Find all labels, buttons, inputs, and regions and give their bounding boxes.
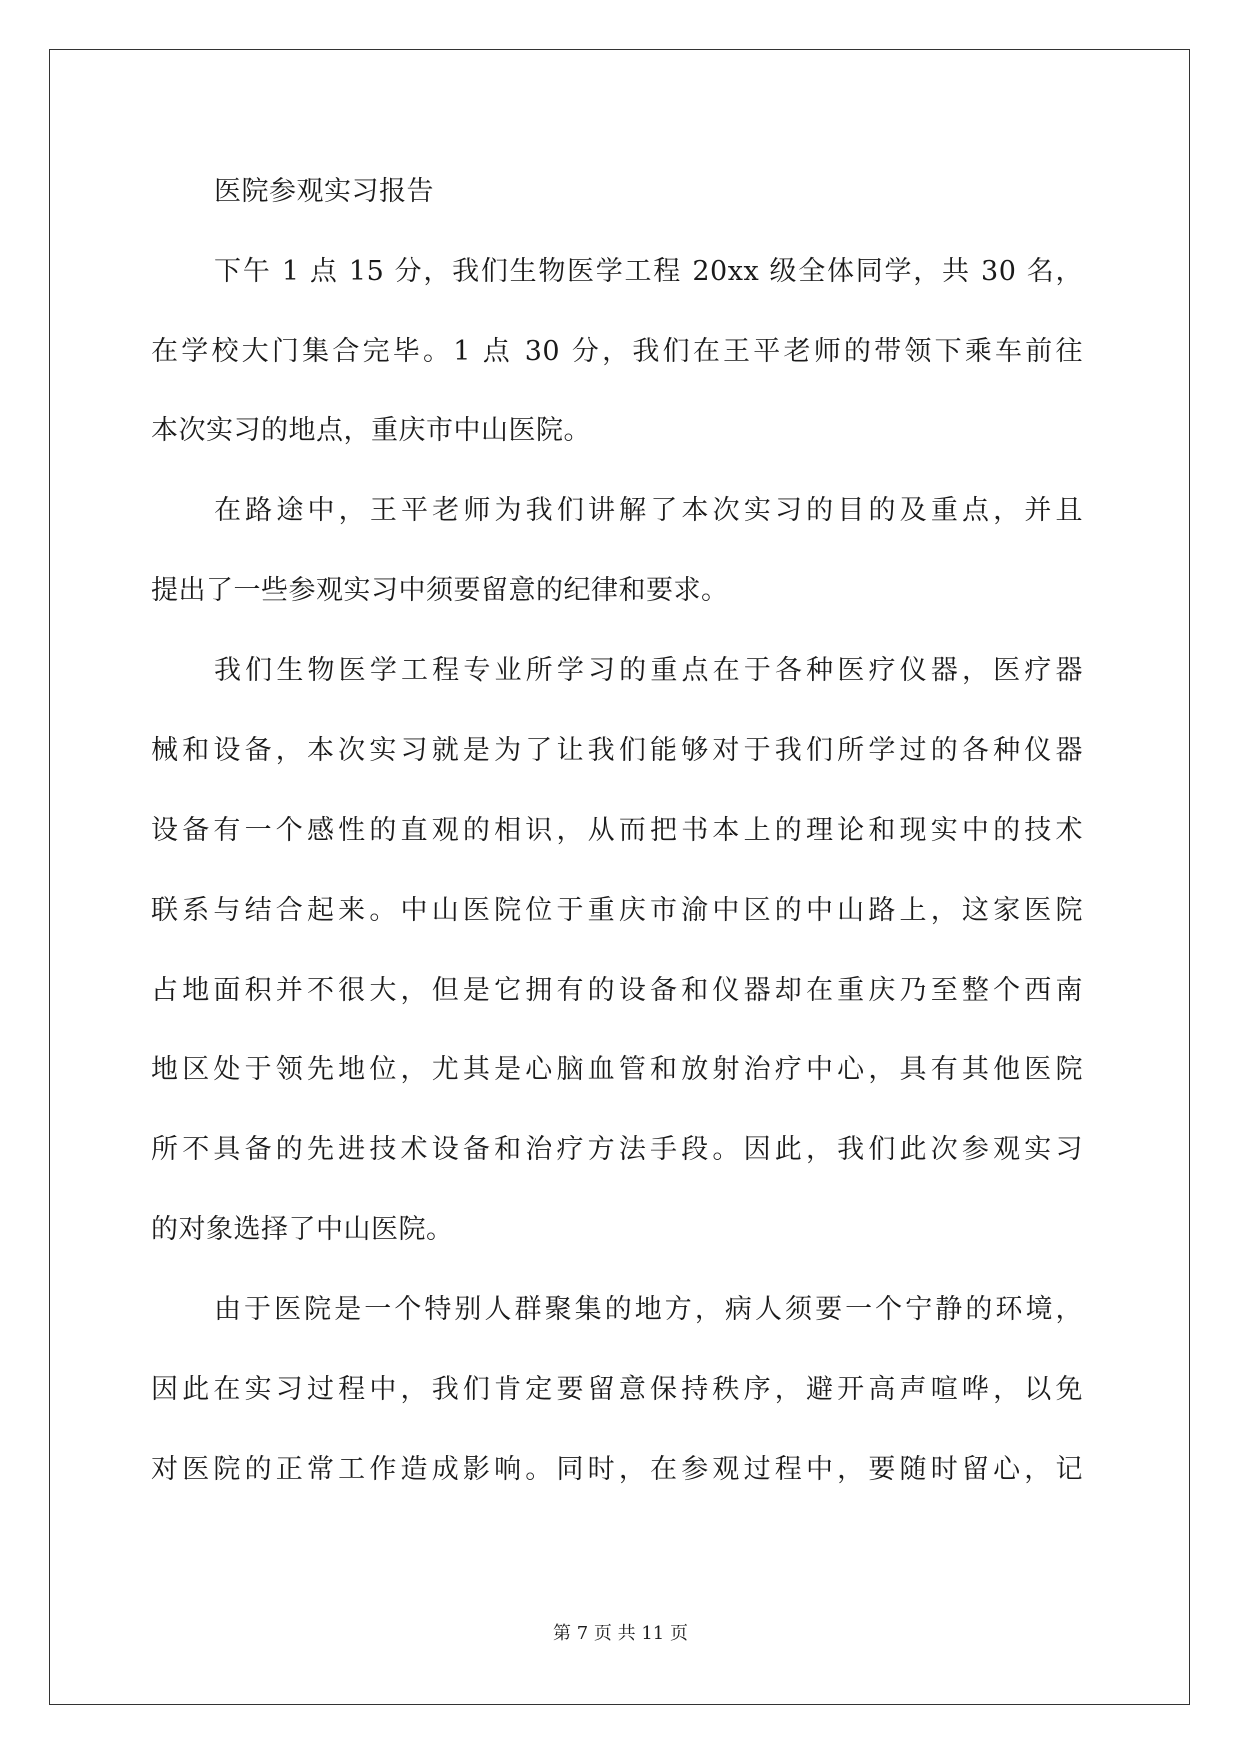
paragraph-2-line-2: 提出了一些参观实习中须要留意的纪律和要求。: [151, 575, 729, 606]
paragraph-3-line-1: 我们生物医学工程专业所学习的重点在于各种医疗仪器，医疗器: [214, 655, 1083, 686]
paragraph-3-line-3: 设备有一个感性的直观的相识，从而把书本上的理论和现实中的技术: [151, 815, 1083, 846]
paragraph-2-line-1: 在路途中，王平老师为我们讲解了本次实习的目的及重点，并且: [214, 495, 1083, 526]
paragraph-3-line-2: 械和设备，本次实习就是为了让我们能够对于我们所学过的各种仪器: [151, 735, 1083, 766]
paragraph-1-line-3: 本次实习的地点，重庆市中山医院。: [151, 415, 591, 446]
document-title: 医院参观实习报告: [214, 176, 434, 207]
page-number-footer: 第 7 页 共 11 页: [553, 1623, 688, 1644]
paragraph-4-line-1: 由于医院是一个特别人群聚集的地方，病人须要一个宁静的环境，: [214, 1294, 1083, 1325]
paragraph-4-line-2: 因此在实习过程中，我们肯定要留意保持秩序，避开高声喧哗，以免: [151, 1374, 1083, 1405]
paragraph-3-line-5: 占地面积并不很大，但是它拥有的设备和仪器却在重庆乃至整个西南: [151, 975, 1083, 1006]
paragraph-1-line-2: 在学校大门集合完毕。1 点 30 分，我们在王平老师的带领下乘车前往: [151, 336, 1083, 367]
paragraph-1-line-1: 下午 1 点 15 分，我们生物医学工程 20xx 级全体同学，共 30 名，: [214, 256, 1083, 287]
paragraph-4-line-3: 对医院的正常工作造成影响。同时，在参观过程中，要随时留心，记: [151, 1454, 1083, 1485]
paragraph-3-line-6: 地区处于领先地位，尤其是心脑血管和放射治疗中心，具有其他医院: [151, 1054, 1083, 1085]
paragraph-3-line-7: 所不具备的先进技术设备和治疗方法手段。因此，我们此次参观实习: [151, 1134, 1083, 1165]
paragraph-3-line-8: 的对象选择了中山医院。: [151, 1214, 454, 1245]
paragraph-3-line-4: 联系与结合起来。中山医院位于重庆市渝中区的中山路上，这家医院: [151, 895, 1083, 926]
